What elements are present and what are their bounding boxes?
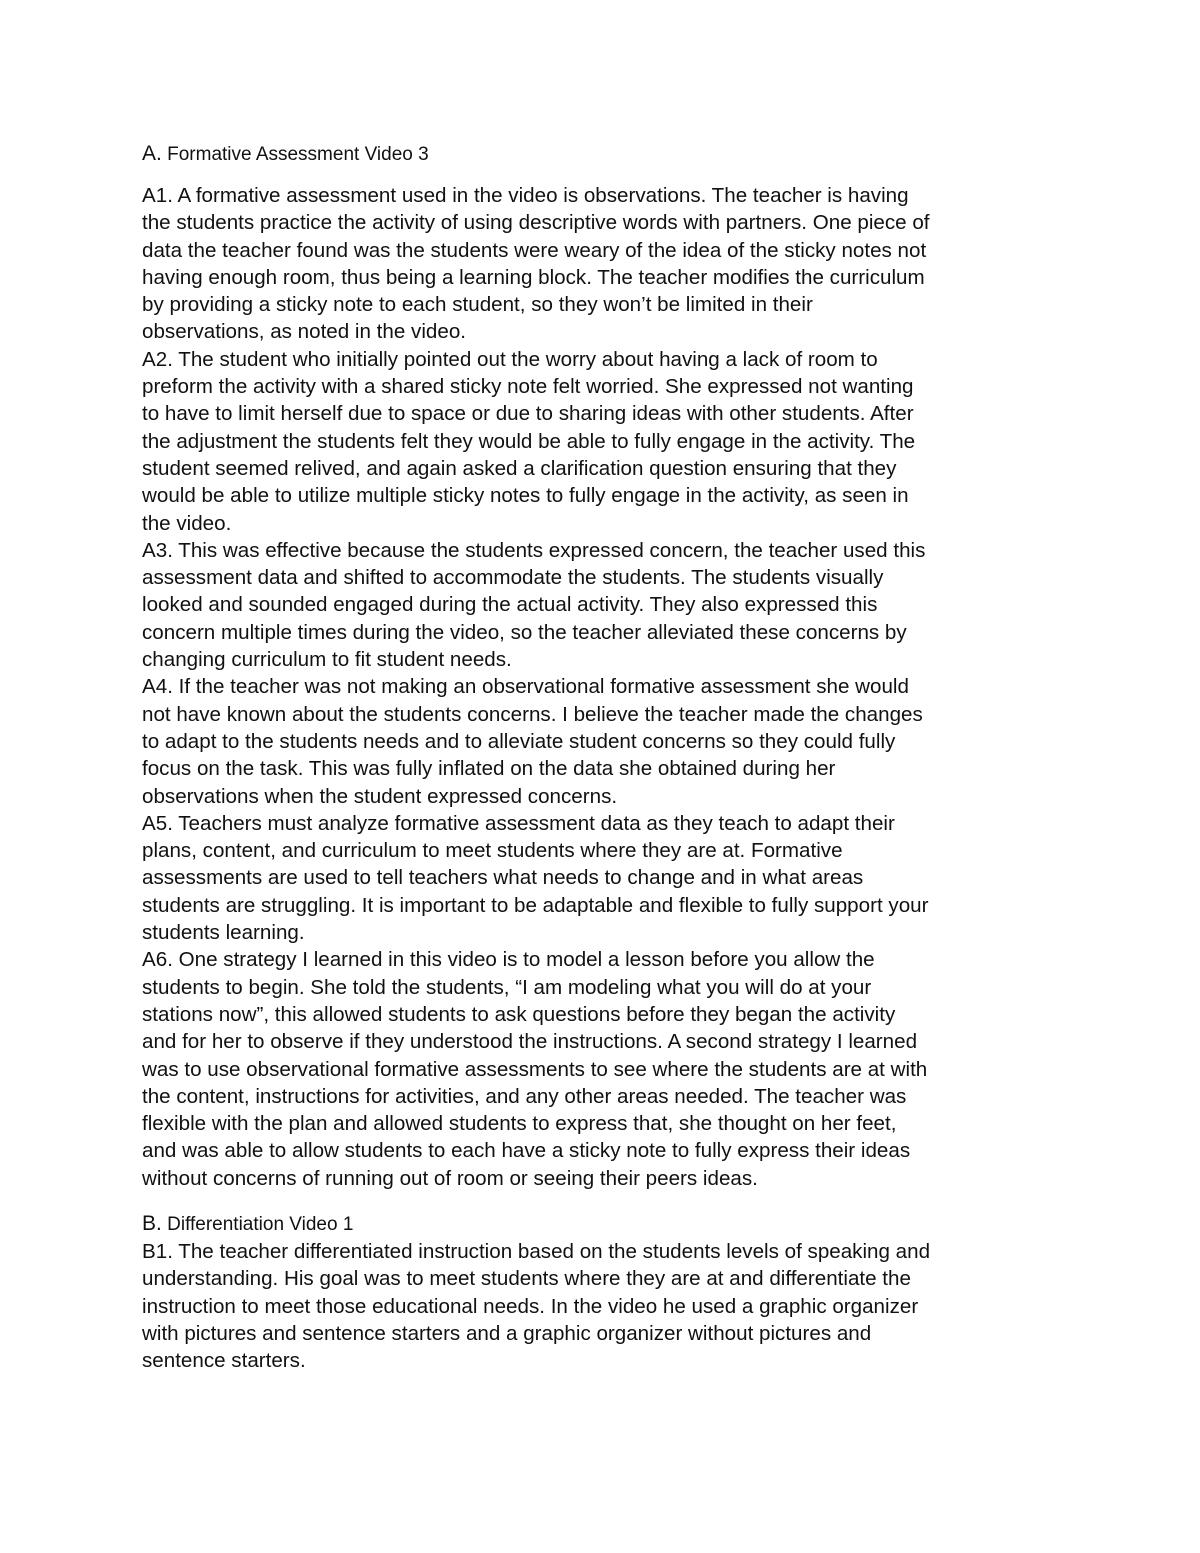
paragraph-a3	[142, 537, 1072, 673]
paragraph-line: and for her to observe if they understood the instructions. A second strategy I learned	[142, 1030, 918, 1054]
paragraph-line: preform the activity with a shared sticky note felt worried. She expressed not wanting	[142, 375, 914, 399]
paragraph-line: observations, as noted in the video.	[142, 320, 466, 344]
paragraph-line: the content, instructions for activities, and any other areas needed. The teacher was	[142, 1084, 907, 1108]
paragraph-line: observations when the student expressed concerns.	[142, 784, 618, 808]
paragraph-line: was to use observational formative assessments to see where the students are at with	[142, 1057, 928, 1081]
paragraph-a6	[142, 946, 1072, 1192]
paragraph-line: A2. The student who initially pointed out the worry about having a lack of room to	[142, 347, 878, 371]
paragraph-line: data the teacher found was the students were weary of the idea of the sticky notes not	[142, 238, 927, 262]
paragraph-line: assessments are used to tell teachers what needs to change and in what areas	[142, 866, 864, 890]
paragraph-line: students are struggling. It is important to be adaptable and flexible to fully support your	[142, 893, 929, 917]
paragraph-line: and was able to allow students to each have a sticky note to fully express their ideas	[142, 1139, 911, 1163]
paragraph-line: A6. One strategy I learned in this video is to model a lesson before you allow the	[142, 948, 875, 972]
paragraph-line: the video.	[142, 511, 232, 535]
paragraph-line: A1. A formative assessment used in the video is observations. The teacher is having	[142, 184, 909, 207]
paragraph-line: flexible with the plan and allowed students to express that, she thought on her feet,	[142, 1112, 897, 1136]
paragraph-line: sentence starters.	[142, 1349, 306, 1373]
section-b-heading	[142, 1210, 1072, 1238]
section-b-title: Differentiation Video 1	[167, 1213, 354, 1235]
paragraph-line: the adjustment the students felt they would be able to fully engage in the activity. The	[142, 429, 916, 453]
paragraph-line: looked and sounded engaged during the actual activity. They also expressed this	[142, 593, 878, 617]
paragraph-line: A4. If the teacher was not making an observational formative assessment she would	[142, 675, 909, 699]
paragraph-line: the students practice the activity of using descriptive words with partners. One piece of	[142, 211, 930, 235]
document-page	[142, 140, 1072, 1374]
section-b-body	[142, 1238, 1072, 1374]
paragraph-line: understanding. His goal was to meet students where they are at and differentiate the	[142, 1267, 911, 1291]
paragraph-line: assessment data and shifted to accommodate the students. The students visually	[142, 566, 884, 590]
paragraph-line: student seemed relived, and again asked a clarification question ensuring that they	[142, 456, 897, 480]
paragraph-line: to adapt to the students needs and to alleviate student concerns so they could fully	[142, 729, 896, 753]
paragraph-line: not have known about the students concerns. I believe the teacher made the changes	[142, 702, 923, 726]
spacer	[142, 1192, 1072, 1210]
paragraph-b1	[142, 1238, 1072, 1374]
paragraph-line: focus on the task. This was fully inflated on the data she obtained during her	[142, 757, 836, 781]
section-a-body	[142, 182, 1072, 1192]
section-a-letter: A.	[142, 142, 162, 165]
section-a-title: Formative Assessment Video 3	[167, 144, 429, 165]
paragraph-a1	[142, 182, 1072, 346]
paragraph-line: A5. Teachers must analyze formative assessment data as they teach to adapt their	[142, 811, 895, 835]
section-b-letter: B.	[142, 1211, 162, 1235]
paragraph-line: students to begin. She told the students, “I am modeling what you will do at your	[142, 975, 872, 999]
paragraph-line: changing curriculum to fit student needs.	[142, 648, 512, 672]
paragraph-a5	[142, 810, 1072, 946]
paragraph-line: without concerns of running out of room or seeing their peers ideas.	[142, 1166, 758, 1190]
paragraph-line: students learning.	[142, 921, 305, 945]
paragraph-line: would be able to utilize multiple sticky notes to fully engage in the activity, as seen in	[142, 484, 909, 508]
paragraph-a2	[142, 346, 1072, 537]
paragraph-line: concern multiple times during the video, so the teacher alleviated these concerns by	[142, 620, 907, 644]
section-a-heading	[142, 140, 1072, 168]
paragraph-line: stations now”, this allowed students to ask questions before they began the activity	[142, 1002, 896, 1026]
paragraph-line: B1. The teacher differentiated instruction based on the students levels of speaking and	[142, 1239, 931, 1263]
paragraph-line: A3. This was effective because the students expressed concern, the teacher used this	[142, 538, 926, 562]
spacer	[142, 168, 1072, 182]
paragraph-line: to have to limit herself due to space or due to sharing ideas with other students. After	[142, 402, 914, 426]
paragraph-line: with pictures and sentence starters and a graphic organizer without pictures and	[142, 1321, 872, 1345]
paragraph-line: plans, content, and curriculum to meet students where they are at. Formative	[142, 839, 843, 863]
paragraph-a4	[142, 673, 1072, 809]
paragraph-line: instruction to meet those educational needs. In the video he used a graphic organizer	[142, 1294, 919, 1318]
paragraph-line: having enough room, thus being a learning block. The teacher modifies the curriculum	[142, 265, 925, 289]
paragraph-line: by providing a sticky note to each student, so they won’t be limited in their	[142, 293, 813, 317]
